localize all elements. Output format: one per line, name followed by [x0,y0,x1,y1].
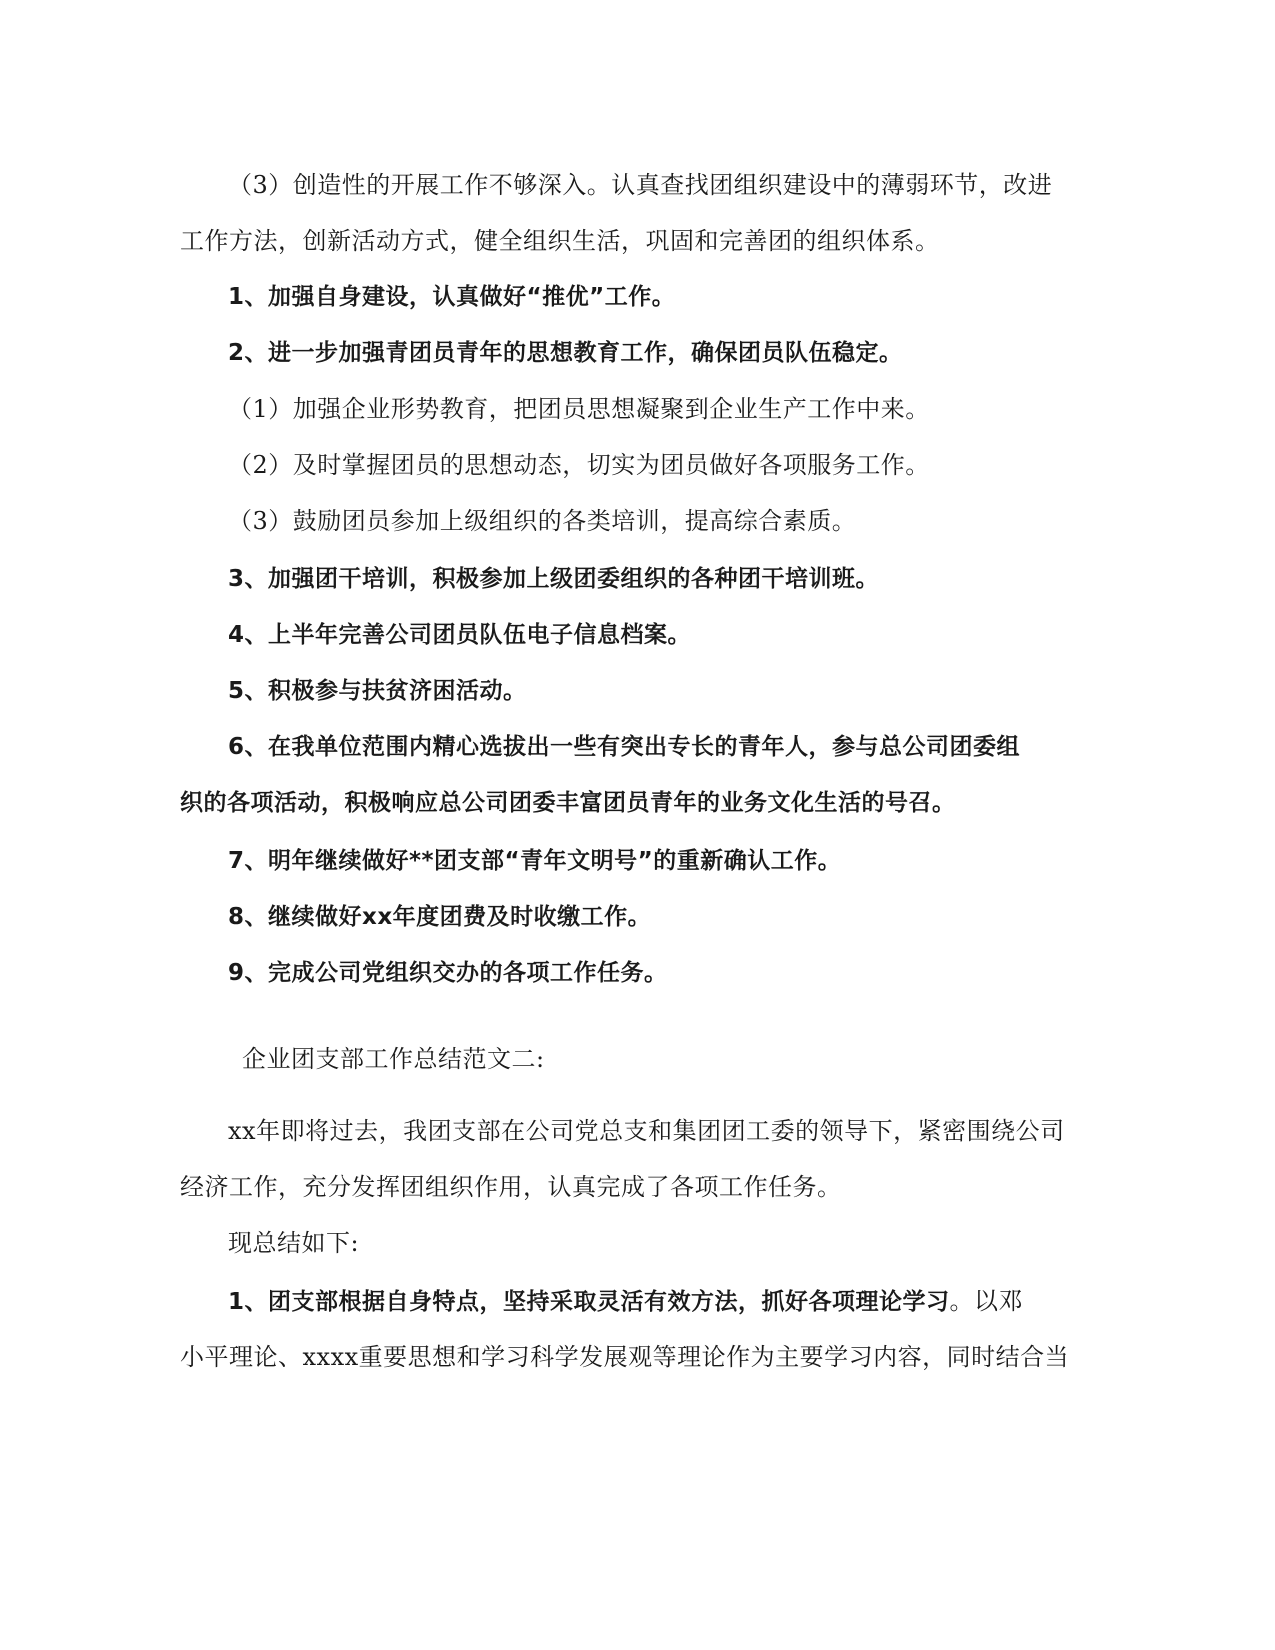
paragraph-line: 经济工作，充分发挥团组织作用，认真完成了各项工作任务。 [180,1173,842,1201]
list-item: 4、上半年完善公司团员队伍电子信息档案。 [228,622,692,648]
paragraph-line: 小平理论、xxxx重要思想和学习科学发展观等理论作为主要学习内容，同时结合当 [180,1343,1070,1371]
bold-lead: 1、团支部根据自身特点，坚持采取灵活有效方法，抓好各项理论学习 [228,1289,950,1315]
list-item: 5、积极参与扶贫济困活动。 [228,678,527,704]
paragraph-line [228,1286,1023,1317]
paragraph-line: 工作方法，创新活动方式，健全组织生活，巩固和完善团的组织体系。 [180,227,940,255]
list-item: 织的各项活动，积极响应总公司团委丰富团员青年的业务文化生活的号召。 [180,790,956,816]
sub-list-item: （1）加强企业形势教育，把团员思想凝聚到企业生产工作中来。 [228,395,930,423]
paragraph-line: 现总结如下: [228,1229,360,1257]
list-item: 6、在我单位范围内精心选拔出一些有突出专长的青年人，参与总公司团委组 [228,734,1021,760]
list-item: 9、完成公司党组织交办的各项工作任务。 [228,960,668,986]
sub-list-item: （3）鼓励团员参加上级组织的各类培训，提高综合素质。 [228,507,857,535]
paragraph-line: （3）创造性的开展工作不够深入。认真查找团组织建设中的薄弱环节，改进 [228,171,1053,199]
list-item: 1、加强自身建设，认真做好“推优”工作。 [228,284,676,310]
list-item: 3、加强团干培训，积极参加上级团委组织的各种团干培训班。 [228,566,880,592]
line-tail: 。以邓 [949,1287,1024,1315]
list-item: 8、继续做好xx年度团费及时收缴工作。 [228,904,652,930]
section-heading: 企业团支部工作总结范文二: [242,1045,545,1073]
sub-list-item: （2）及时掌握团员的思想动态，切实为团员做好各项服务工作。 [228,451,930,479]
list-item: 7、明年继续做好**团支部“青年文明号”的重新确认工作。 [228,848,842,874]
paragraph-line: xx年即将过去，我团支部在公司党总支和集团团工委的领导下，紧密围绕公司 [228,1117,1065,1145]
list-item: 2、进一步加强青团员青年的思想教育工作，确保团员队伍稳定。 [228,340,903,366]
